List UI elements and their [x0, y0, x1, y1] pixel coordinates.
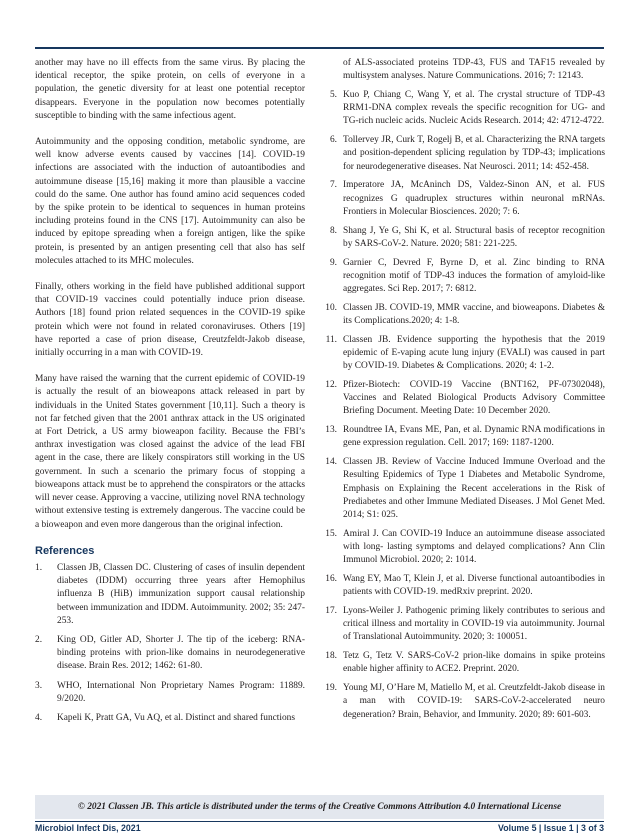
reference-number: 3.	[35, 680, 43, 691]
reference-text: Lyons-Weiler J. Pathogenic priming likely contributes to serious and critical illness and mortality in COVID-19 via autoimmunity. Journal of Translational Autoimmunity. 2020; 3: 100051.	[343, 606, 605, 643]
reference-item	[320, 682, 605, 722]
reference-item	[320, 379, 605, 419]
reference-number: 11.	[325, 334, 337, 345]
reference-item	[320, 528, 605, 568]
reference-number: 5.	[329, 90, 337, 100]
reference-item	[320, 134, 605, 174]
reference-number: 17.	[325, 606, 337, 617]
reference-number: 9.	[329, 257, 337, 268]
reference-item	[35, 634, 305, 674]
reference-text: of ALS-associated proteins TDP-43, FUS and TAF15 revealed by multisystem analyses. Nature Communications. 2016; 7: 12143.	[343, 58, 605, 82]
reference-text: Garnier C, Devred F, Byrne D, et al. Zinc binding to RNA recognition motif of TDP-43 induces the formation of amyloid-like aggregates. Sci Rep. 2017; 7: 6812.	[343, 257, 605, 295]
reference-number: 19.	[325, 683, 337, 694]
reference-number: 6.	[329, 135, 337, 146]
reference-text: Classen JB, Classen DC. Clustering of cases of insulin dependent diabetes (IDDM) occurring three years after Hemophilus influenza B (HiB) immunization support causal relationship between immunization and IDDM. Autoimmunity. 2002; 35: 247-253.	[57, 562, 305, 626]
body-paragraph: Finally, others working in the field have published additional support that COVID-19 vaccines could potentially induce prion disease. Authors [18] found prion related sequences in the COVID-19 spike protein which were not found in related coronaviruses. Others [19] have reported a case of prion disease, Creutzfeldt-Jakob disease, initially occurring in a man with COVID-19.	[35, 282, 305, 359]
references-list-left	[35, 562, 305, 725]
reference-text: King OD, Gitler AD, Shorter J. The tip of the iceberg: RNA-binding proteins with prion-like domains in neurodegenerative disease. Brain Res. 2012; 1462: 61-80.	[57, 634, 305, 672]
reference-number: 13.	[325, 425, 337, 436]
footer-rule	[35, 821, 604, 822]
references-list-right	[320, 57, 605, 722]
right-column	[320, 57, 605, 727]
reference-number: 7.	[329, 180, 337, 191]
reference-text: Young MJ, O’Hare M, Matiello M, et al. Creutzfeldt-Jakob disease in a man with COVID-19: SARS-CoV-2-accelerated neuro degeneration? Brain, Behavior, and Immunity. 2020; 89: 601-603.	[343, 683, 605, 720]
body-paragraph: Autoimmunity and the opposing condition, metabolic syndrome, are well know adverse events caused by vaccines [14]. COVID-19 infections are associated with the induction of autoantibodies and autoimmune disease [15,16] making it more than plausible a vaccine could do the same. One author has found amino acid sequences coded by the spike protein to be identical to sequences in human proteins including proteins found in the CNS [17]. Autoimmunity can also be induced by epitope spreading when a foreign antigen, like the spike protein, is presented by an antigen presenting cell that also has self molecules attached to its MHC molecules.	[35, 137, 305, 266]
reference-text: Imperatore JA, McAninch DS, Valdez-Sinon AN, et al. FUS recognizes G quadruplex structures within neuronal mRNAs. Frontiers in Molecular Biosciences. 2020; 7: 6.	[343, 180, 605, 217]
reference-number: 14.	[325, 457, 337, 468]
reference-item	[320, 424, 605, 450]
reference-text: Amiral J. Can COVID-19 Induce an autoimmune disease associated with long- lasting symptoms and delayed complications? Ann Clin Immunol Microbiol. 2020; 2: 1014.	[343, 528, 605, 566]
reference-number: 18.	[325, 651, 337, 662]
reference-text: Tetz G, Tetz V. SARS-CoV-2 prion-like domains in spike proteins enable higher affinity to ACE2. Preprint. 2020.	[343, 651, 605, 675]
reference-text: Shang J, Ye G, Shi K, et al. Structural basis of receptor recognition by SARS-CoV-2. Nature. 2020; 581: 221-225.	[343, 225, 605, 249]
reference-number: 4.	[35, 712, 43, 723]
body-paragraph: Many have raised the warning that the current epidemic of COVID-19 is actually the result of an bioweapons attack released in part by individuals in the United States government [10,11]. Such a theory is not far fetched given that the 2001 anthrax attack in the US originated at Fort Detrick, a US army bioweapon facility. Because the FBI’s anthrax investigation was closed against the advice of the lead FBI agent in the case, there are likely conspirators still working in the US government. In such a scenario the primary focus of stopping a bioweapons attack must be to apprehend the conspirators or the attacks will never cease. Approving a vaccine, utilizing novel RNA technology without extensive testing is extremely dangerous. The vaccine could be a bioweapon and even more dangerous than the original infection.	[35, 374, 305, 530]
reference-number: 2.	[35, 634, 43, 645]
reference-item	[320, 456, 605, 522]
reference-item	[320, 257, 605, 297]
reference-item	[320, 225, 605, 251]
header-rule	[35, 47, 604, 49]
reference-item	[320, 573, 605, 599]
reference-number: 10.	[325, 302, 337, 313]
reference-item	[320, 650, 605, 676]
reference-number: 16.	[325, 574, 337, 585]
left-column	[35, 57, 305, 731]
reference-text: Kapeli K, Pratt GA, Vu AQ, et al. Distinct and shared functions	[57, 712, 296, 723]
reference-text: Classen JB. Review of Vaccine Induced Immune Overload and the Resulting Epidemics of Type 1 Diabetes and Metabolic Syndrome, Emphasis on Explaining the Recent accelerations in the Risk of Prediabetes and other Immune Mediated Diseases. J Mol Genet Med. 2014; S1: 025.	[343, 457, 605, 521]
reference-number: 15.	[325, 528, 337, 539]
reference-item	[320, 605, 605, 645]
reference-number: 1.	[35, 562, 43, 573]
reference-text: Classen JB. Evidence supporting the hypothesis that the 2019 epidemic of E-vaping acute lung injury (EVALI) was caused in part by COVID-19. Diabetes & Complications. 2020; 4: 1-2.	[343, 334, 605, 372]
page-footer	[35, 823, 604, 835]
reference-text: Pfizer-Biotech: COVID-19 Vaccine (BNT162, PF-07302048), Vaccines and Related Biological Products Advisory Committee Briefing Document. Meeting Date: 10 December 2020.	[343, 380, 605, 417]
reference-item	[320, 179, 605, 219]
reference-item	[35, 562, 305, 628]
reference-text: Kuo P, Chiang C, Wang Y, et al. The crystal structure of TDP-43 RRM1-DNA complex reveals the specific recognition for UG- and TG-rich nucleic acids. Nucleic Acids Research. 2014; 42: 4712-4722.	[343, 90, 605, 127]
reference-item	[320, 334, 605, 374]
footer-issue: Volume 5 | Issue 1 | 3 of 3	[498, 823, 604, 833]
reference-item	[320, 89, 605, 129]
reference-item	[35, 712, 305, 725]
reference-text: Wang EY, Mao T, Klein J, et al. Diverse functional autoantibodies in patients with COVID-19. medRxiv preprint. 2020.	[343, 574, 605, 598]
reference-item	[320, 57, 605, 83]
reference-item	[35, 680, 305, 706]
reference-text: Roundtree IA, Evans ME, Pan, et al. Dynamic RNA modifications in gene expression regulation. Cell. 2017; 169: 1187-1200.	[343, 425, 605, 449]
reference-text: WHO, International Non Proprietary Names Program: 11889. 9/2020.	[57, 680, 305, 704]
reference-number: 12.	[325, 380, 337, 391]
reference-text: Classen JB. COVID-19, MMR vaccine, and bioweapons. Diabetes & its Complications.2020; 4: 1-8.	[343, 302, 605, 327]
reference-number: 8.	[329, 225, 337, 236]
footer-journal: Microbiol Infect Dis, 2021	[35, 823, 141, 833]
license-notice: © 2021 Classen JB. This article is distributed under the terms of the Creative Commons Attribution 4.0 International License	[35, 795, 604, 819]
reference-item	[320, 302, 605, 328]
reference-text: Tollervey JR, Curk T, Rogelj B, et al. Characterizing the RNA targets and position-dependent splicing regulation by TDP-43; implications for neurodegenerative diseases. Nat Neurosci. 2011; 14: 452-458.	[343, 135, 605, 172]
body-paragraph: another may have no ill effects from the same virus. By placing the identical receptor, the spike protein, on cells of everyone in a population, the genetic diversity for at least one potential receptor disappears. Everyone in the population now becomes potentially susceptible to binding with the same infectious agent.	[35, 58, 305, 121]
references-heading: References	[35, 544, 95, 557]
